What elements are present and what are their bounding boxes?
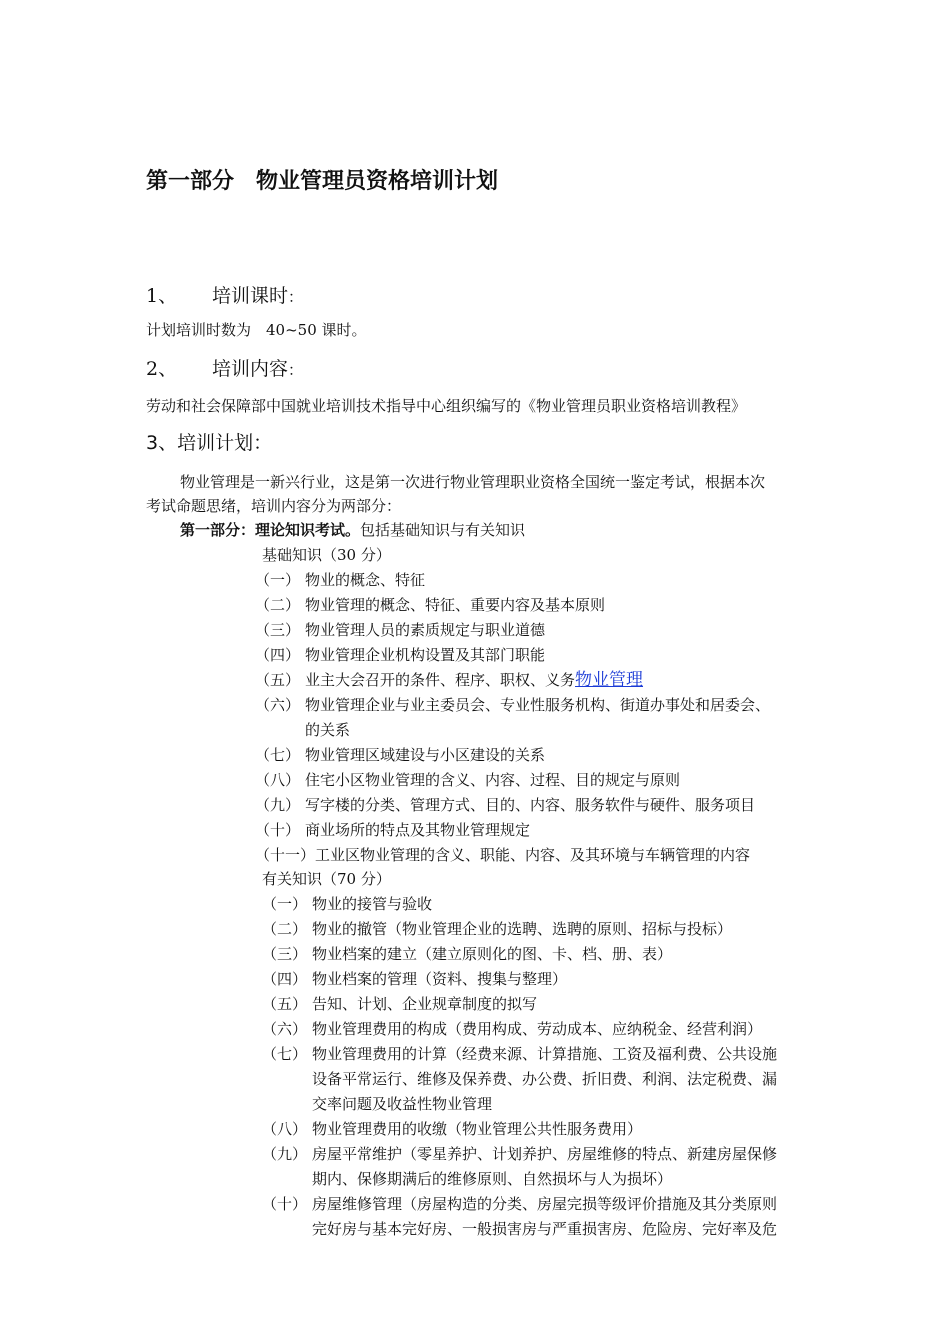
item-marker: （九）: [262, 1145, 308, 1163]
basic-item: [255, 645, 545, 665]
section-2-colon: ：: [288, 361, 304, 379]
item-text: 写字楼的分类、管理方式、目的、内容、服务软件与硬件、服务项目: [305, 796, 756, 814]
basic-item: [255, 770, 680, 790]
page-title: 第一部分 物业管理员资格培训计划: [146, 169, 499, 194]
item-marker: （二）: [262, 920, 308, 938]
item-text: 住宅小区物业管理的含义、内容、过程、目的规定与原则: [305, 771, 681, 789]
item-continuation: 完好房与基本完好房、一般损害房与严重损害房、危险房、完好率及危: [312, 1220, 778, 1238]
item-marker: （五）: [255, 671, 301, 689]
part-1-line: [180, 520, 525, 540]
item-marker: （一）: [262, 895, 308, 913]
item-marker: （四）: [255, 646, 301, 664]
item-marker: （三）: [262, 945, 308, 963]
item-marker: （七）: [262, 1045, 308, 1063]
item-text: 物业管理的概念、特征、重要内容及基本原则: [305, 596, 606, 614]
related-item: [262, 1119, 642, 1139]
basic-item: [255, 620, 545, 640]
item-text: 物业管理区域建设与小区建设的关系: [305, 746, 546, 764]
item-text: 房屋维修管理（房屋构造的分类、房屋完损等级评价措施及其分类原则: [312, 1195, 778, 1213]
section-1-colon: ：: [288, 288, 304, 306]
basic-item: [255, 845, 750, 865]
item-marker: （二）: [255, 596, 301, 614]
section-2-body: 劳动和社会保障部中国就业培训技术指导中心组织编写的《物业管理员职业资格培训教程》: [146, 397, 747, 415]
item-continuation: 设备平常运行、维修及保养费、办公费、折旧费、利润、法定税费、漏: [312, 1070, 778, 1088]
item-marker: （六）: [255, 696, 301, 714]
property-management-link[interactable]: 物业管理: [575, 670, 644, 690]
item-text: 物业的概念、特征: [305, 571, 426, 589]
section-1-number: 1、: [146, 285, 178, 307]
part-1-bold-label: 第一部分：理论知识考试。: [180, 521, 361, 539]
item-text: 告知、计划、企业规章制度的拟写: [312, 995, 538, 1013]
item-text: 物业管理企业与业主委员会、专业性服务机构、街道办事处和居委会、: [305, 696, 771, 714]
item-continuation: 的关系: [305, 721, 351, 739]
item-text: 工业区物业管理的含义、职能、内容、及其环境与车辆管理的内容: [315, 846, 751, 864]
item-continuation: 期内、保修期满后的维修原则、自然损坏与人为损坏）: [312, 1170, 673, 1188]
item-text: 物业的接管与验收: [312, 895, 433, 913]
item-marker: （三）: [255, 621, 301, 639]
item-marker: （八）: [255, 771, 301, 789]
basic-item: [255, 670, 643, 690]
item-text: 物业档案的管理（资料、搜集与整理）: [312, 970, 568, 988]
item-text: 物业管理人员的素质规定与职业道德: [305, 621, 546, 639]
item-marker: （九）: [255, 796, 301, 814]
item-marker: （五）: [262, 995, 308, 1013]
basic-item: [255, 745, 545, 765]
section-1-label: 培训课时: [212, 285, 289, 307]
item-marker: （十）: [255, 821, 301, 839]
section-2-heading: [146, 357, 303, 382]
section-1-heading: [146, 284, 303, 309]
related-item: [262, 969, 567, 989]
section-2-label: 培训内容: [212, 358, 289, 380]
item-text: 物业管理企业机构设置及其部门职能: [305, 646, 546, 664]
related-knowledge-heading: 有关知识（70 分）: [262, 870, 391, 888]
item-text: 商业场所的特点及其物业管理规定: [305, 821, 531, 839]
item-marker: （十一）: [255, 846, 316, 864]
related-item: [262, 1044, 777, 1064]
item-text: 物业档案的建立（建立原则化的图、卡、档、册、表）: [312, 945, 673, 963]
related-item: [262, 1019, 762, 1039]
item-marker: （十）: [262, 1195, 308, 1213]
basic-item: [255, 820, 530, 840]
item-text: 物业管理费用的收缴（物业管理公共性服务费用）: [312, 1120, 643, 1138]
related-item: [262, 1144, 777, 1164]
part-1-description: 包括基础知识与有关知识: [360, 521, 526, 539]
item-text: 物业管理费用的构成（费用构成、劳动成本、应纳税金、经营利润）: [312, 1020, 763, 1038]
section-3-intro-line-1: 物业管理是一新兴行业，这是第一次进行物业管理职业资格全国统一鉴定考试，根据本次: [180, 473, 766, 491]
item-marker: （六）: [262, 1020, 308, 1038]
section-1-body: 计划培训时数为 40~50 课时。: [146, 321, 367, 339]
item-marker: （八）: [262, 1120, 308, 1138]
item-marker: （四）: [262, 970, 308, 988]
basic-knowledge-heading: 基础知识（30 分）: [262, 546, 391, 564]
related-item: [262, 944, 672, 964]
related-item: [262, 994, 537, 1014]
basic-item: [255, 795, 755, 815]
item-text: 业主大会召开的条件、程序、职权、义务: [305, 671, 576, 689]
section-3-heading: 3、培训计划：: [146, 432, 273, 454]
item-marker: （七）: [255, 746, 301, 764]
basic-item: [255, 695, 770, 715]
section-3-intro-line-2: 考试命题思绪，培训内容分为两部分：: [146, 497, 402, 515]
basic-item: [255, 595, 605, 615]
related-item: [262, 1194, 777, 1214]
item-text: 物业的撤管（物业管理企业的选聘、选聘的原则、招标与投标）: [312, 920, 733, 938]
item-marker: （一）: [255, 571, 301, 589]
related-item: [262, 919, 732, 939]
item-text: 房屋平常维护（零星养护、计划养护、房屋维修的特点、新建房屋保修: [312, 1145, 778, 1163]
basic-item: [255, 570, 425, 590]
item-text: 物业管理费用的计算（经费来源、计算措施、工资及福利费、公共设施: [312, 1045, 778, 1063]
related-item: [262, 894, 432, 914]
item-continuation: 交率问题及收益性物业管理: [312, 1095, 493, 1113]
section-2-number: 2、: [146, 358, 178, 380]
